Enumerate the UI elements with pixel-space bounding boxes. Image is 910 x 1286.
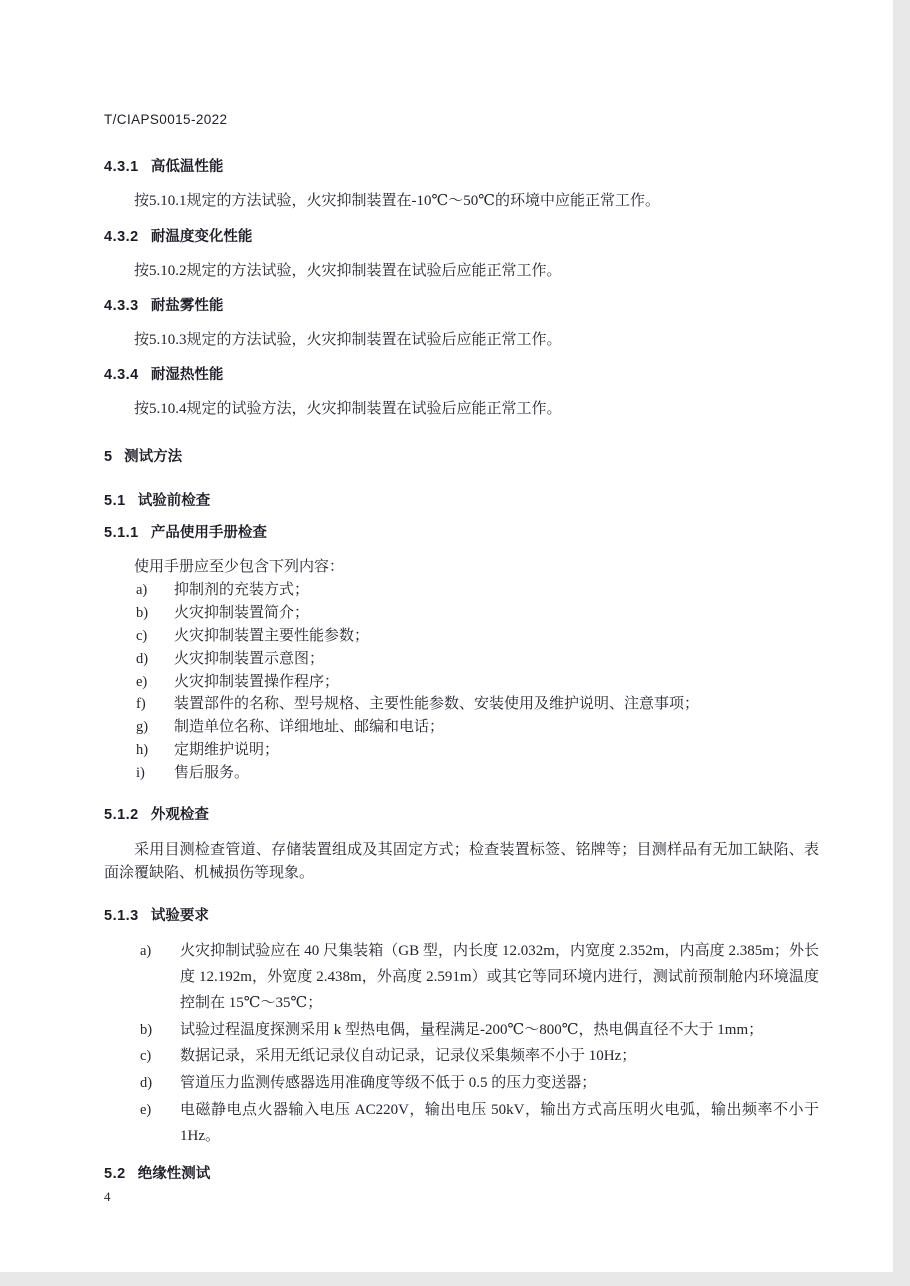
- clause-5-1-heading: [104, 492, 819, 510]
- list-marker: h): [136, 741, 149, 758]
- clause-5-1-2-number: 5.1.2: [104, 807, 139, 824]
- clause-4-3-2-number: 4.3.2: [104, 228, 139, 245]
- list-marker: d): [136, 650, 149, 667]
- spacer: [104, 384, 819, 398]
- clause-4-3-4-heading: [104, 366, 819, 384]
- spacer: [104, 466, 819, 492]
- list-item-text: 管道压力监测传感器选用准确度等级不低于 0.5 的压力变送器；: [180, 1075, 597, 1092]
- clause-5-1: [104, 492, 819, 510]
- list-item-text: 火灾抑制试验应在 40 尺集装箱（GB 型，内长度 12.032m，内宽度 2.352m，内高度 2.385m；外长度 12.192m，外宽度 2.438m，外高度 2.591m）或其它等同环境内进行，测试前预制舱内环境温度控制在 15℃～35℃；: [180, 943, 819, 1011]
- standard-number-header: T/CIAPS0015-2022: [104, 112, 228, 127]
- clause-4-3-2-title: 耐温度变化性能: [150, 228, 253, 245]
- clause-4-3-3-heading: [104, 297, 819, 315]
- clause-4-3-3: [104, 297, 819, 352]
- clause-4-3-1-number: 4.3.1: [104, 159, 139, 176]
- clause-4-3-4-body: 按5.10.4规定的试验方法，火灾抑制装置在试验后应能正常工作。: [134, 401, 562, 418]
- spacer: [104, 925, 819, 939]
- list-marker: b): [140, 1021, 153, 1038]
- list-item-text: 数据记录，采用无纸记录仪自动记录，记录仪采集频率不小于 10Hz；: [180, 1048, 637, 1065]
- list-item: [104, 602, 819, 625]
- spacer: [104, 542, 819, 556]
- clause-5-1-3-heading: [104, 907, 819, 925]
- clause-4-3-4: [104, 366, 819, 421]
- section-5-heading: [104, 448, 819, 466]
- clause-4-3-2-body: 按5.10.2规定的方法试验，火灾抑制装置在试验后应能正常工作。: [134, 262, 562, 279]
- list-marker: g): [136, 719, 149, 736]
- clause-4-3-2-heading: [104, 228, 819, 246]
- spacer: [104, 315, 819, 329]
- list-marker: e): [136, 673, 148, 690]
- clause-4-3-3-body: 按5.10.3规定的方法试验，火灾抑制装置在试验后应能正常工作。: [134, 332, 562, 349]
- list-item-text: 售后服务。: [174, 764, 250, 781]
- clause-5-1-title: 试验前检查: [137, 492, 211, 509]
- clause-4-3-1-title: 高低温性能: [150, 159, 224, 176]
- list-marker: c): [140, 1048, 152, 1065]
- list-item-text: 火灾抑制装置操作程序；: [174, 673, 340, 690]
- spacer: [104, 214, 819, 228]
- clause-4-3-3-number: 4.3.3: [104, 297, 139, 314]
- clause-4-3-1-heading: [104, 158, 819, 176]
- list-marker: a): [136, 582, 148, 599]
- spacer: [104, 352, 819, 366]
- clause-5-1-1-lead: 使用手册应至少包含下列内容：: [134, 559, 345, 576]
- list-item-text: 制造单位名称、详细地址、邮编和电话；: [174, 719, 445, 736]
- list-marker: e): [140, 1102, 152, 1119]
- clause-5-1-1: [104, 524, 819, 785]
- clause-5-1-number: 5.1: [104, 492, 126, 509]
- clause-5-2: [104, 1165, 819, 1183]
- list-item: [104, 579, 819, 602]
- clause-5-1-2-title: 外观检查: [150, 807, 209, 824]
- list-item: [104, 671, 819, 694]
- page-number: 4: [104, 1188, 111, 1204]
- manual-contents-list: [104, 579, 819, 784]
- list-item: [104, 716, 819, 739]
- list-item-text: 火灾抑制装置主要性能参数；: [174, 627, 370, 644]
- clause-5-2-heading: [104, 1165, 819, 1183]
- clause-5-2-title: 绝缘性测试: [137, 1165, 211, 1182]
- list-marker: a): [140, 943, 152, 960]
- list-marker: b): [136, 605, 149, 622]
- clause-4-3-1: [104, 158, 819, 213]
- clause-4-3-2: [104, 228, 819, 283]
- clause-5-2-number: 5.2: [104, 1165, 126, 1182]
- page-content: [104, 112, 819, 1205]
- list-marker: c): [136, 627, 148, 644]
- spacer: [104, 784, 819, 806]
- list-marker: i): [136, 764, 145, 781]
- list-item: [104, 1044, 819, 1070]
- section-5-title: 测试方法: [124, 448, 183, 465]
- list-item: [104, 1098, 819, 1150]
- section-5: [104, 448, 819, 466]
- spacer: [104, 176, 819, 190]
- list-item: [104, 648, 819, 671]
- list-item-text: 定期维护说明；: [174, 741, 280, 758]
- list-item-text: 抑制剂的充装方式；: [174, 582, 310, 599]
- clause-4-3-4-number: 4.3.4: [104, 367, 139, 384]
- clause-5-1-1-number: 5.1.1: [104, 524, 139, 541]
- clause-4-3-1-body: 按5.10.1规定的方法试验，火灾抑制装置在-10℃～50℃的环境中应能正常工作。: [134, 193, 661, 210]
- spacer: [104, 422, 819, 448]
- list-item: [104, 693, 819, 716]
- spacer: [104, 510, 819, 524]
- clause-5-1-2-heading: [104, 806, 819, 824]
- list-item-text: 火灾抑制装置示意图；: [174, 650, 325, 667]
- spacer: [104, 1151, 819, 1165]
- clause-5-1-1-heading: [104, 524, 819, 542]
- clause-5-1-1-title: 产品使用手册检查: [150, 524, 267, 541]
- list-item: [104, 939, 819, 1016]
- spacer: [104, 885, 819, 907]
- list-item: [104, 739, 819, 762]
- list-item-text: 试验过程温度探测采用 k 型热电偶，量程满足-200℃～800℃，热电偶直径不大于 1mm；: [180, 1021, 764, 1038]
- clause-4-3-3-title: 耐盐雾性能: [150, 297, 224, 314]
- list-item-text: 电磁静电点火器输入电压 AC220V，输出电压 50kV，输出方式高压明火电弧，输出频率不小于 1Hz。: [180, 1102, 819, 1144]
- list-item: [104, 1018, 819, 1044]
- clause-5-1-3: [104, 907, 819, 1150]
- clause-5-1-3-title: 试验要求: [150, 908, 209, 925]
- clause-5-1-3-number: 5.1.3: [104, 908, 139, 925]
- section-5-number: 5: [104, 448, 113, 465]
- spacer: [104, 825, 819, 839]
- list-item: [104, 762, 819, 785]
- spacer: [104, 283, 819, 297]
- list-item-text: 火灾抑制装置简介；: [174, 605, 310, 622]
- list-item: [104, 1071, 819, 1097]
- clause-5-1-2: [104, 806, 819, 885]
- list-item: [104, 625, 819, 648]
- list-item-text: 装置部件的名称、型号规格、主要性能参数、安装使用及维护说明、注意事项；: [174, 696, 700, 713]
- clause-4-3-4-title: 耐湿热性能: [150, 367, 224, 384]
- list-marker: d): [140, 1075, 153, 1092]
- test-requirements-list: [104, 939, 819, 1149]
- clause-5-1-2-body: 采用目测检查管道、存储装置组成及其固定方式；检查装置标签、铭牌等；目测样品有无加工缺陷、表面涂覆缺陷、机械损伤等现象。: [104, 841, 819, 881]
- list-marker: f): [136, 696, 146, 713]
- spacer: [104, 246, 819, 260]
